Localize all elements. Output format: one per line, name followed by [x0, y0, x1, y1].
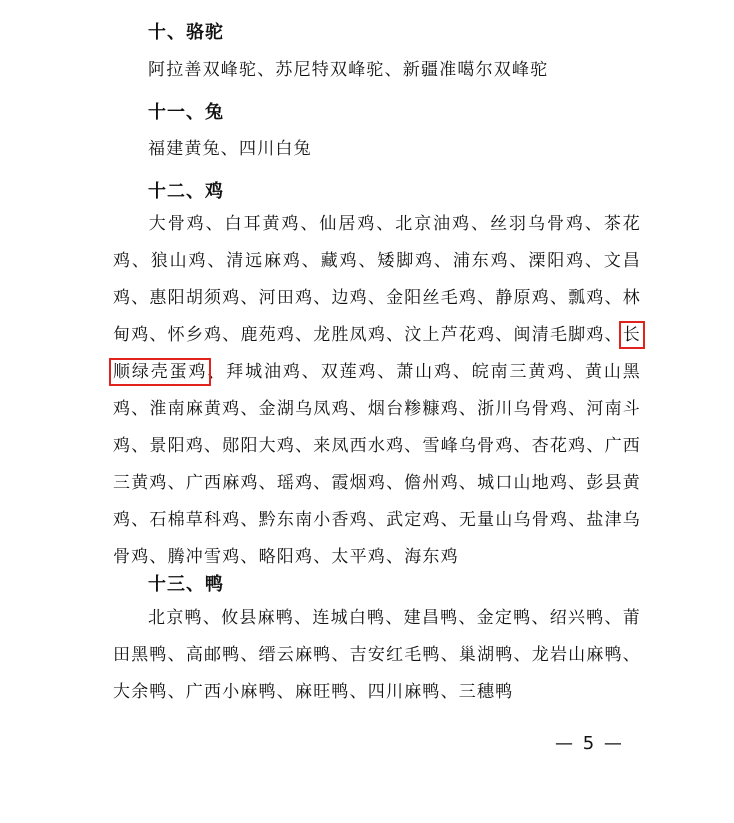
section-text-chicken	[113, 206, 641, 576]
chicken-list-before: 大骨鸡、白耳黄鸡、仙居鸡、北京油鸡、丝羽乌骨鸡、茶花鸡、狼山鸡、清远麻鸡、藏鸡、矮脚鸡、浦东鸡、溧阳鸡、文昌鸡、惠阳胡须鸡、河田鸡、边鸡、金阳丝毛鸡、静原鸡、瓢鸡、林甸鸡、怀乡鸡、鹿苑鸡、龙胜凤鸡、汶上芦花鸡、闽清毛脚鸡、	[113, 214, 641, 345]
highlighted-breed: 长顺绿壳蛋鸡	[113, 325, 641, 382]
section-heading-duck: 十三、鸭	[148, 574, 224, 595]
section-text-camel: 阿拉善双峰驼、苏尼特双峰驼、新疆准噶尔双峰驼	[148, 60, 549, 80]
section-text-duck	[113, 600, 641, 711]
section-heading-camel: 十、骆驼	[148, 22, 224, 43]
section-heading-rabbit: 十一、兔	[148, 102, 224, 123]
duck-list: 北京鸭、攸县麻鸭、连城白鸭、建昌鸭、金定鸭、绍兴鸭、莆田黑鸭、高邮鸭、缙云麻鸭、吉安红毛鸭、巢湖鸭、龙岩山麻鸭、大余鸭、广西小麻鸭、麻旺鸭、四川麻鸭、三穗鸭	[113, 608, 641, 702]
chicken-list-after: 、拜城油鸡、双莲鸡、萧山鸡、皖南三黄鸡、黄山黑鸡、淮南麻黄鸡、金湖乌凤鸡、烟台糁糠鸡、浙川乌骨鸡、河南斗鸡、景阳鸡、郧阳大鸡、来凤西水鸡、雪峰乌骨鸡、杏花鸡、广西三黄鸡、广西麻鸡、瑶鸡、霞烟鸡、儋州鸡、城口山地鸡、彭县黄鸡、石棉草科鸡、黔东南小香鸡、武定鸡、无量山乌骨鸡、盐津乌骨鸡、腾冲雪鸡、略阳鸡、太平鸡、海东鸡	[113, 362, 641, 567]
section-text-rabbit: 福建黄兔、四川白兔	[148, 139, 312, 159]
page-number: — 5 —	[555, 733, 624, 754]
section-heading-chicken: 十二、鸡	[148, 181, 224, 202]
